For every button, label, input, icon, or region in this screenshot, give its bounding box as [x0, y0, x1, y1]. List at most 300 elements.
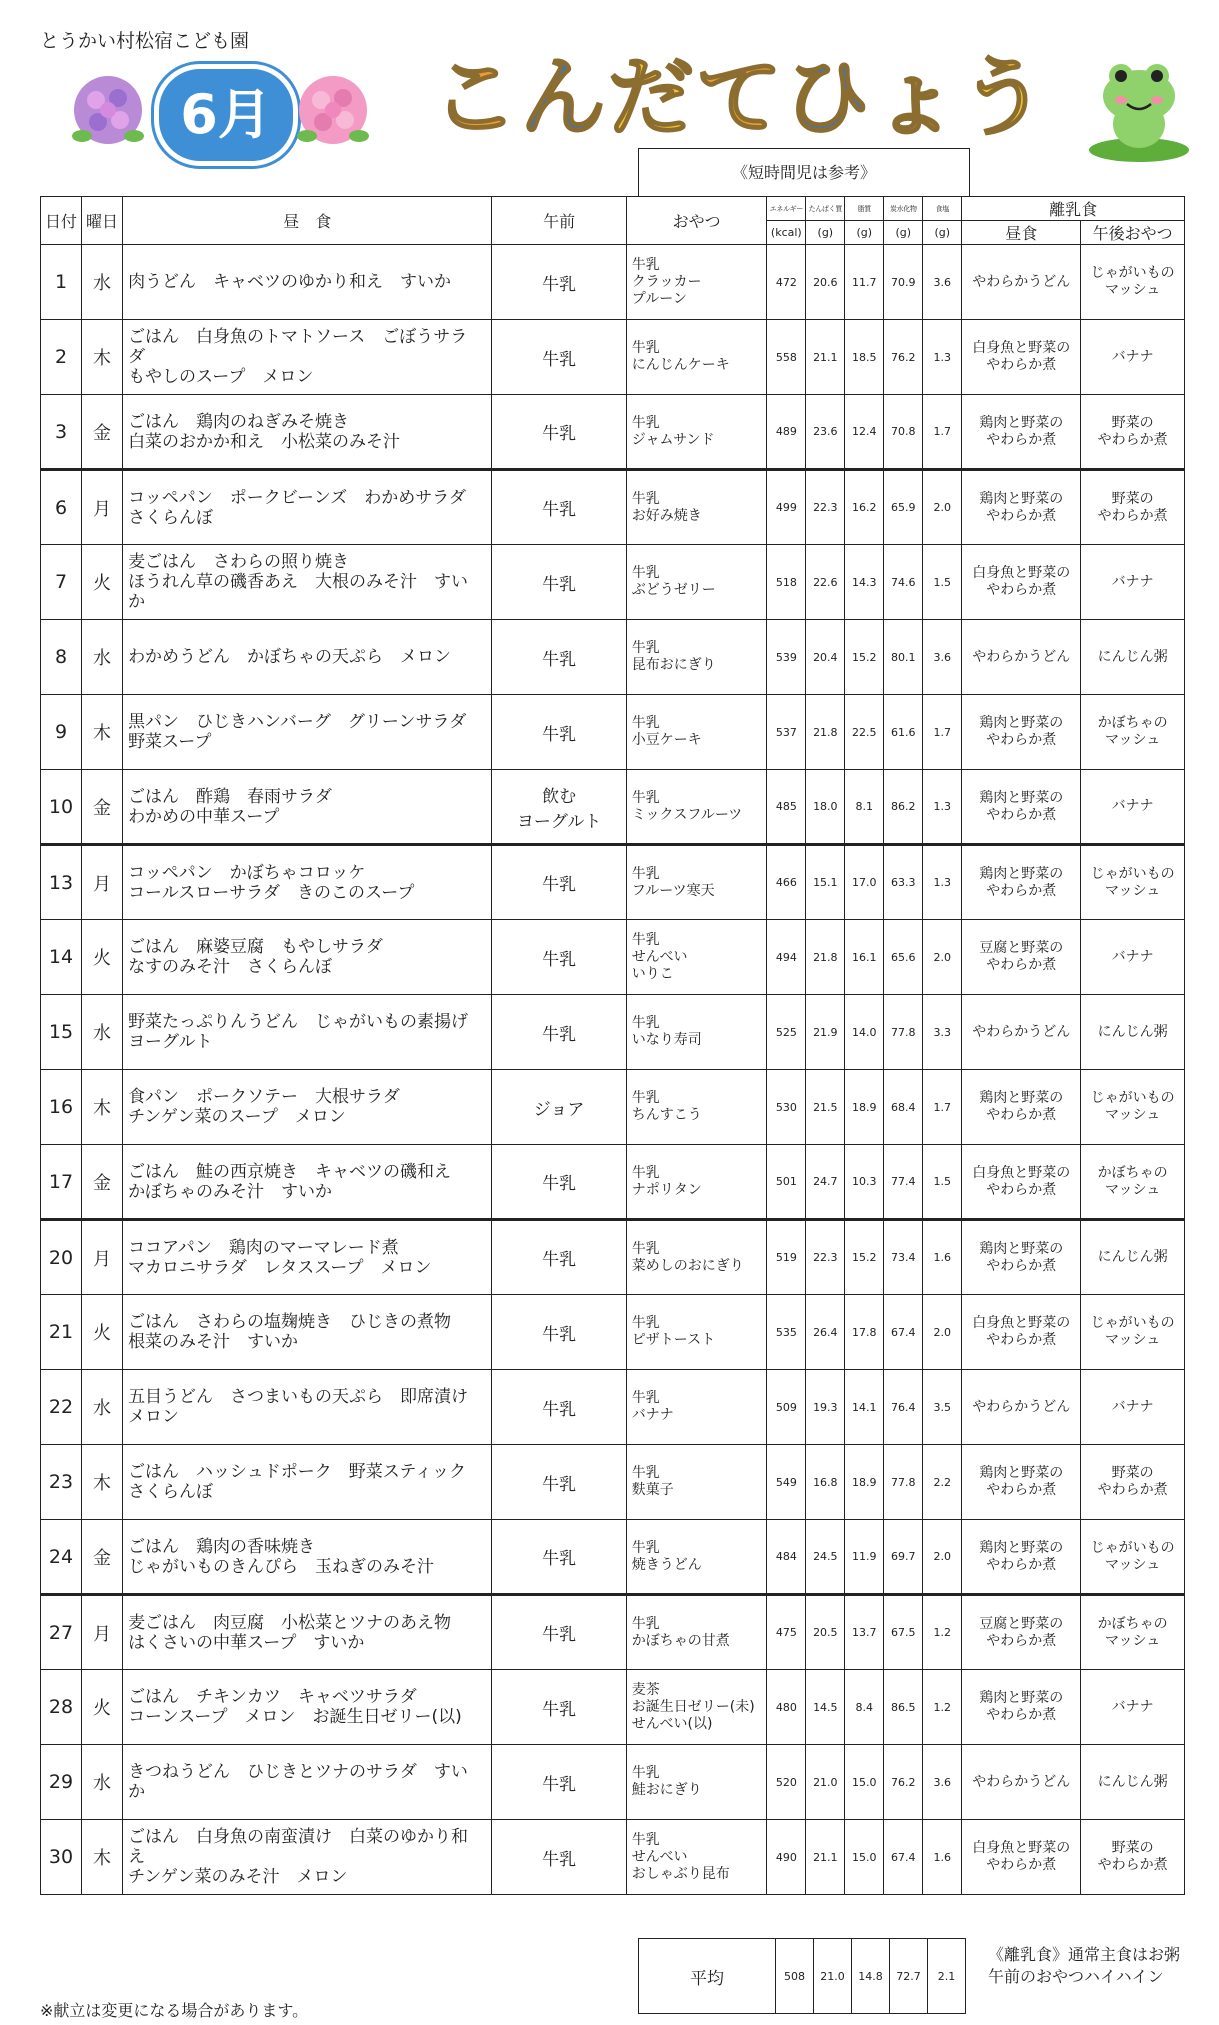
snack-cell: [626, 1820, 767, 1895]
snack-cell-line: 牛乳: [631, 931, 660, 948]
lunch-cell-line: 野菜スープ: [128, 732, 212, 752]
baby-lunch-cell: [962, 1595, 1081, 1670]
baby-pm-cell-line: じゃがいもの: [1090, 865, 1175, 882]
snack-cell-line: ナポリタン: [631, 1181, 702, 1198]
weekday-cell: 水: [82, 1370, 123, 1445]
snack-cell-line: 牛乳: [631, 340, 660, 356]
lunch-cell: [123, 1295, 492, 1370]
am-cell: [492, 395, 626, 470]
baby-pm-cell: [1081, 545, 1185, 620]
energy-cell: 535: [767, 1295, 806, 1370]
baby-pm-cell-line: 野菜の: [1111, 1840, 1154, 1856]
salt-cell: 2.2: [923, 1445, 962, 1520]
baby-lunch-cell: [962, 1220, 1081, 1295]
snack-cell-line: せんべい: [631, 948, 688, 965]
fat-cell: 18.9: [845, 1070, 884, 1145]
snack-cell: [626, 395, 767, 470]
carb-cell: 65.6: [884, 920, 923, 995]
lunch-cell-line: ごはん 麻婆豆腐 もやしサラダ: [128, 937, 383, 957]
baby-pm-cell: [1081, 1595, 1185, 1670]
baby-lunch-cell-line: やわらか煮: [986, 957, 1057, 973]
am-cell: [492, 770, 626, 845]
snack-cell: [626, 620, 767, 695]
am-cell: [492, 1370, 626, 1445]
snack-cell-line: 小豆ケーキ: [631, 732, 702, 748]
lunch-cell-line: 麦ごはん さわらの照り焼き: [128, 552, 350, 572]
am-cell: [492, 1670, 626, 1745]
baby-lunch-cell: [962, 245, 1081, 320]
lunch-cell-line: ごはん チキンカツ キャベツサラダ: [128, 1687, 417, 1707]
title-char: て: [696, 48, 782, 148]
weekday-cell: 火: [82, 1295, 123, 1370]
fat-cell: 14.1: [845, 1370, 884, 1445]
lunch-cell: [123, 1145, 492, 1220]
lunch-cell-line: きつねうどん ひじきとツナのサラダ すい: [128, 1762, 468, 1782]
baby-pm-cell: [1081, 245, 1185, 320]
carb-cell: 70.9: [884, 245, 923, 320]
snack-cell-line: お誕生日ゼリー(未): [631, 1698, 755, 1715]
baby-lunch-cell-line: やわらか煮: [986, 1332, 1057, 1348]
fat-cell: 8.1: [845, 770, 884, 845]
energy-cell: 490: [767, 1820, 806, 1895]
date-cell: 30: [41, 1820, 82, 1895]
energy-cell: 519: [767, 1220, 806, 1295]
am-cell: [492, 245, 626, 320]
baby-pm-cell-line: 野菜の: [1111, 1465, 1154, 1481]
am-cell: [492, 1220, 626, 1295]
baby-pm-cell: [1081, 1370, 1185, 1445]
baby-lunch-cell-line: やわらか煮: [986, 582, 1057, 598]
protein-cell: 15.1: [806, 845, 845, 920]
fat-cell: 14.3: [845, 545, 884, 620]
protein-cell: 21.1: [806, 320, 845, 395]
menu-table: [40, 196, 1185, 1895]
salt-cell: 3.3: [923, 995, 962, 1070]
snack-cell-line: せんべい(以): [631, 1715, 713, 1732]
lunch-cell: [123, 1070, 492, 1145]
baby-lunch-cell-line: 豆腐と野菜の: [979, 940, 1064, 956]
carb-cell: 65.9: [884, 470, 923, 545]
unit-carb: (g): [884, 221, 923, 245]
snack-cell-line: 菜めしのおにぎり: [631, 1257, 744, 1274]
baby-pm-cell-line: バナナ: [1111, 798, 1154, 814]
snack-cell-line: 牛乳: [631, 1765, 660, 1781]
baby-lunch-cell: [962, 1070, 1081, 1145]
am-cell: [492, 620, 626, 695]
lunch-cell-line: ほうれん草の磯香あえ 大根のみそ汁 すい: [128, 572, 469, 592]
baby-lunch-cell: [962, 1670, 1081, 1745]
baby-lunch-cell-line: やわらか煮: [986, 1632, 1057, 1649]
fat-cell: 17.8: [845, 1295, 884, 1370]
school-name: とうかい村松宿こども園: [40, 30, 250, 52]
am-cell: [492, 920, 626, 995]
title-char: だ: [608, 48, 694, 148]
baby-note-line: 《離乳食》通常主食はお粥: [988, 1945, 1181, 1964]
weekday-cell: 金: [82, 1145, 123, 1220]
date-cell: 2: [41, 320, 82, 395]
baby-lunch-cell-line: 鶏肉と野菜の: [979, 1690, 1064, 1706]
salt-cell: 3.6: [923, 245, 962, 320]
average-salt: 2.1: [928, 1939, 966, 2014]
baby-pm-cell-line: マッシュ: [1105, 282, 1161, 298]
lunch-cell-line: ごはん ハッシュドポーク 野菜スティック: [128, 1462, 467, 1482]
weekday-cell: 金: [82, 770, 123, 845]
lunch-cell-line: ごはん 白身魚のトマトソース ごぼうサラ: [128, 327, 468, 347]
weekday-cell: 水: [82, 995, 123, 1070]
am-cell: [492, 1520, 626, 1595]
lunch-cell: [123, 1520, 492, 1595]
table-row: [41, 695, 1185, 770]
snack-cell-line: いりこ: [631, 965, 674, 982]
salt-cell: 1.5: [923, 1145, 962, 1220]
title-char: ひ: [784, 48, 870, 148]
baby-pm-cell: [1081, 695, 1185, 770]
snack-cell: [626, 995, 767, 1070]
snack-cell-line: 鮭おにぎり: [631, 1782, 702, 1798]
baby-pm-cell-line: マッシュ: [1105, 1332, 1161, 1348]
weekday-cell: 水: [82, 1745, 123, 1820]
baby-lunch-cell-line: 白身魚と野菜の: [972, 565, 1071, 581]
baby-pm-cell: [1081, 1520, 1185, 1595]
carb-cell: 74.6: [884, 545, 923, 620]
fat-cell: 16.1: [845, 920, 884, 995]
fat-cell: 15.2: [845, 620, 884, 695]
table-row: [41, 1445, 1185, 1520]
snack-cell-line: 牛乳: [631, 490, 660, 507]
baby-lunch-cell-line: やわらか煮: [986, 507, 1057, 524]
am-cell-line: 牛乳: [542, 875, 577, 895]
baby-lunch-cell-line: やわらか煮: [986, 1107, 1057, 1123]
weekday-cell: 金: [82, 395, 123, 470]
weekday-cell: 木: [82, 695, 123, 770]
baby-lunch-cell-line: 白身魚と野菜の: [972, 1164, 1071, 1181]
baby-pm-cell-line: かぼちゃの: [1097, 715, 1168, 731]
weekday-cell: 月: [82, 470, 123, 545]
energy-cell: 475: [767, 1595, 806, 1670]
weekday-cell: 月: [82, 1595, 123, 1670]
protein-cell: 20.4: [806, 620, 845, 695]
baby-pm-cell: [1081, 770, 1185, 845]
am-cell-line: 牛乳: [542, 1549, 577, 1569]
protein-cell: 21.8: [806, 695, 845, 770]
baby-pm-cell: [1081, 1445, 1185, 1520]
baby-pm-cell-line: マッシュ: [1105, 732, 1161, 748]
fat-cell: 12.4: [845, 395, 884, 470]
baby-lunch-cell-line: やわらか煮: [986, 1482, 1057, 1498]
date-cell: 6: [41, 470, 82, 545]
baby-pm-cell: [1081, 1820, 1185, 1895]
lunch-cell: [123, 1220, 492, 1295]
baby-pm-cell-line: じゃがいもの: [1090, 265, 1175, 281]
snack-cell-line: ピザトースト: [631, 1332, 716, 1348]
baby-pm-cell-line: バナナ: [1111, 948, 1154, 965]
date-cell: 29: [41, 1745, 82, 1820]
snack-cell-line: 牛乳: [631, 640, 660, 656]
fat-cell: 11.9: [845, 1520, 884, 1595]
snack-cell-line: ジャムサンド: [631, 431, 715, 448]
unit-protein: (g): [806, 221, 845, 245]
snack-cell-line: 牛乳: [631, 1164, 660, 1181]
salt-cell: 1.3: [923, 845, 962, 920]
baby-lunch-cell-line: 豆腐と野菜の: [979, 1615, 1064, 1632]
table-row: [41, 1370, 1185, 1445]
am-cell: [492, 1445, 626, 1520]
date-cell: 28: [41, 1670, 82, 1745]
lunch-cell-line: 白菜のおかか和え 小松菜のみそ汁: [128, 431, 401, 452]
baby-lunch-cell-line: やわらか煮: [986, 1181, 1057, 1198]
weekday-cell: 火: [82, 545, 123, 620]
carb-cell: 86.2: [884, 770, 923, 845]
table-row: [41, 1220, 1185, 1295]
weekday-cell: 火: [82, 920, 123, 995]
am-cell-line: 牛乳: [542, 724, 577, 745]
snack-cell-line: 牛乳: [631, 715, 660, 731]
snack-cell-line: お好み焼き: [631, 507, 702, 524]
carb-cell: 77.4: [884, 1145, 923, 1220]
snack-cell: [626, 1145, 767, 1220]
baby-pm-cell-line: じゃがいもの: [1090, 1315, 1175, 1331]
lunch-cell-line: 肉うどん キャベツのゆかり和え すいか: [128, 272, 452, 292]
header-weekday: 曜日: [82, 197, 123, 245]
baby-lunch-cell-line: やわらか煮: [986, 431, 1057, 448]
fat-cell: 14.0: [845, 995, 884, 1070]
snack-cell-line: バナナ: [631, 1407, 674, 1423]
am-cell-line: 牛乳: [542, 274, 577, 295]
snack-cell: [626, 695, 767, 770]
salt-cell: 1.6: [923, 1820, 962, 1895]
am-cell: [492, 1070, 626, 1145]
month-badge: 6月: [154, 64, 298, 166]
header-salt: 食塩: [923, 197, 962, 221]
lunch-cell-line: ダ: [128, 347, 146, 367]
am-cell-line: 牛乳: [542, 1474, 577, 1495]
am-cell-line: 牛乳: [542, 1324, 577, 1345]
table-row: [41, 920, 1185, 995]
baby-pm-cell-line: にんじん粥: [1097, 1023, 1168, 1040]
snack-cell-line: 牛乳: [631, 256, 660, 273]
title-char: う: [960, 48, 1046, 148]
header-fat: 脂質: [845, 197, 884, 221]
lunch-cell-line: 黒パン ひじきハンバーグ グリーンサラダ: [128, 712, 467, 732]
protein-cell: 19.3: [806, 1370, 845, 1445]
fat-cell: 13.7: [845, 1595, 884, 1670]
date-cell: 21: [41, 1295, 82, 1370]
baby-pm-cell-line: 野菜の: [1111, 414, 1154, 431]
baby-lunch-cell: [962, 920, 1081, 995]
snack-cell-line: せんべい: [631, 1848, 688, 1865]
lunch-cell-line: コッペパン かぼちゃコロッケ: [128, 862, 366, 883]
baby-lunch-cell: [962, 1145, 1081, 1220]
header-energy: エネルギー: [767, 197, 806, 221]
snack-cell: [626, 1595, 767, 1670]
lunch-cell-line: 麦ごはん 肉豆腐 小松菜とツナのあえ物: [128, 1612, 452, 1633]
date-cell: 14: [41, 920, 82, 995]
baby-pm-cell: [1081, 995, 1185, 1070]
protein-cell: 16.8: [806, 1445, 845, 1520]
am-cell: [492, 845, 626, 920]
snack-cell-line: 牛乳: [631, 414, 660, 431]
date-cell: 1: [41, 245, 82, 320]
am-cell: [492, 1145, 626, 1220]
baby-lunch-cell-line: 白身魚と野菜の: [972, 1840, 1071, 1856]
am-cell-line: 牛乳: [542, 500, 577, 520]
average-carb: 72.7: [890, 1939, 928, 2014]
baby-pm-cell-line: マッシュ: [1105, 1556, 1161, 1573]
energy-cell: 484: [767, 1520, 806, 1595]
baby-pm-cell-line: にんじん粥: [1097, 648, 1168, 665]
fat-cell: 15.0: [845, 1745, 884, 1820]
baby-lunch-cell: [962, 470, 1081, 545]
carb-cell: 76.2: [884, 1745, 923, 1820]
protein-cell: 22.3: [806, 1220, 845, 1295]
salt-cell: 1.6: [923, 1220, 962, 1295]
table-row: [41, 470, 1185, 545]
fat-cell: 15.0: [845, 1820, 884, 1895]
snack-cell: [626, 245, 767, 320]
salt-cell: 1.7: [923, 695, 962, 770]
lunch-cell-line: ごはん 鶏肉の香味焼き: [128, 1536, 316, 1557]
am-cell: [492, 1595, 626, 1670]
hydrangea-icon: [293, 70, 373, 150]
snack-cell-line: ぶどうゼリー: [631, 582, 716, 598]
am-cell-line: 牛乳: [542, 574, 577, 595]
carb-cell: 69.7: [884, 1520, 923, 1595]
baby-pm-cell-line: バナナ: [1111, 348, 1154, 365]
snack-cell-line: 牛乳: [631, 1615, 660, 1632]
snack-cell-line: 焼きうどん: [631, 1556, 702, 1573]
baby-pm-cell-line: マッシュ: [1105, 1632, 1161, 1649]
baby-pm-cell: [1081, 1745, 1185, 1820]
lunch-cell-line: チンゲン菜のみそ汁 メロン: [128, 1867, 348, 1887]
snack-cell-line: クラッカー: [631, 273, 702, 290]
snack-cell-line: ちんすこう: [631, 1107, 702, 1123]
baby-pm-cell-line: にんじん粥: [1097, 1773, 1168, 1790]
baby-lunch-cell: [962, 1820, 1081, 1895]
snack-cell: [626, 920, 767, 995]
salt-cell: 1.7: [923, 1070, 962, 1145]
table-row: [41, 995, 1185, 1070]
baby-lunch-cell-line: 鶏肉と野菜の: [979, 1240, 1064, 1257]
header-baby-pm: 午後おやつ: [1081, 221, 1185, 245]
fat-cell: 16.2: [845, 470, 884, 545]
baby-note-line: 午前のおやつハイハイン: [988, 1967, 1164, 1986]
energy-cell: 489: [767, 395, 806, 470]
baby-lunch-cell-line: やわらか煮: [986, 806, 1057, 823]
baby-pm-cell-line: やわらか煮: [1097, 507, 1168, 524]
snack-cell-line: 牛乳: [631, 1390, 660, 1406]
carb-cell: 86.5: [884, 1670, 923, 1745]
snack-cell-line: 牛乳: [631, 865, 660, 882]
lunch-cell: [123, 1670, 492, 1745]
snack-cell: [626, 320, 767, 395]
energy-cell: 520: [767, 1745, 806, 1820]
average-kcal: 508: [776, 1939, 814, 2014]
fat-cell: 18.5: [845, 320, 884, 395]
table-row: [41, 1520, 1185, 1595]
carb-cell: 61.6: [884, 695, 923, 770]
protein-cell: 21.0: [806, 1745, 845, 1820]
protein-cell: 21.5: [806, 1070, 845, 1145]
am-cell-line: 牛乳: [542, 1399, 577, 1420]
baby-pm-cell-line: バナナ: [1111, 573, 1154, 590]
snack-cell: [626, 545, 767, 620]
energy-cell: 480: [767, 1670, 806, 1745]
baby-lunch-cell: [962, 1445, 1081, 1520]
date-cell: 7: [41, 545, 82, 620]
salt-cell: 1.3: [923, 770, 962, 845]
lunch-cell: [123, 1820, 492, 1895]
date-cell: 13: [41, 845, 82, 920]
carb-cell: 77.8: [884, 1445, 923, 1520]
energy-cell: 472: [767, 245, 806, 320]
lunch-cell: [123, 845, 492, 920]
date-cell: 23: [41, 1445, 82, 1520]
header-snack: おやつ: [626, 197, 767, 245]
am-cell-line: 牛乳: [542, 1699, 577, 1720]
baby-lunch-cell-line: 鶏肉と野菜の: [979, 1465, 1064, 1481]
lunch-cell: [123, 770, 492, 845]
baby-lunch-cell: [962, 320, 1081, 395]
am-cell-line: 牛乳: [542, 424, 577, 444]
snack-cell: [626, 1370, 767, 1445]
baby-lunch-cell: [962, 620, 1081, 695]
snack-cell: [626, 1070, 767, 1145]
protein-cell: 14.5: [806, 1670, 845, 1745]
baby-lunch-cell: [962, 1295, 1081, 1370]
carb-cell: 68.4: [884, 1070, 923, 1145]
snack-cell-line: 昆布おにぎり: [631, 657, 716, 673]
header-date: 日付: [41, 197, 82, 245]
lunch-cell-line: え: [128, 1847, 146, 1867]
protein-cell: 21.1: [806, 1820, 845, 1895]
snack-cell-line: 牛乳: [631, 1240, 660, 1257]
baby-lunch-cell: [962, 395, 1081, 470]
weekday-cell: 水: [82, 245, 123, 320]
table-row: [41, 245, 1185, 320]
lunch-cell: [123, 1370, 492, 1445]
baby-pm-cell-line: マッシュ: [1105, 1107, 1161, 1123]
baby-lunch-cell: [962, 545, 1081, 620]
lunch-cell-line: コールスローサラダ きのこのスープ: [128, 882, 415, 903]
lunch-cell-line: 食パン ポークソテー 大根サラダ: [128, 1087, 400, 1107]
baby-pm-cell-line: バナナ: [1111, 1698, 1154, 1715]
table-row: [41, 1745, 1185, 1820]
date-cell: 27: [41, 1595, 82, 1670]
baby-lunch-cell: [962, 1370, 1081, 1445]
baby-food-note: [988, 1944, 1188, 1988]
baby-lunch-cell: [962, 845, 1081, 920]
header-lunch: 昼 食: [123, 197, 492, 245]
snack-cell-line: 牛乳: [631, 1539, 660, 1556]
header-baby-lunch: 昼食: [962, 221, 1081, 245]
lunch-cell: [123, 920, 492, 995]
table-row: [41, 545, 1185, 620]
snack-cell: [626, 1445, 767, 1520]
weekday-cell: 月: [82, 1220, 123, 1295]
lunch-cell: [123, 995, 492, 1070]
carb-cell: 70.8: [884, 395, 923, 470]
baby-pm-cell-line: じゃがいもの: [1090, 1090, 1175, 1106]
snack-cell-line: いなり寿司: [631, 1032, 702, 1048]
fat-cell: 8.4: [845, 1670, 884, 1745]
weekday-cell: 木: [82, 1445, 123, 1520]
snack-cell: [626, 770, 767, 845]
baby-pm-cell-line: マッシュ: [1105, 1181, 1161, 1198]
date-cell: 8: [41, 620, 82, 695]
energy-cell: 499: [767, 470, 806, 545]
snack-cell-line: 麩菓子: [631, 1482, 674, 1498]
header-protein: たんぱく質: [806, 197, 845, 221]
